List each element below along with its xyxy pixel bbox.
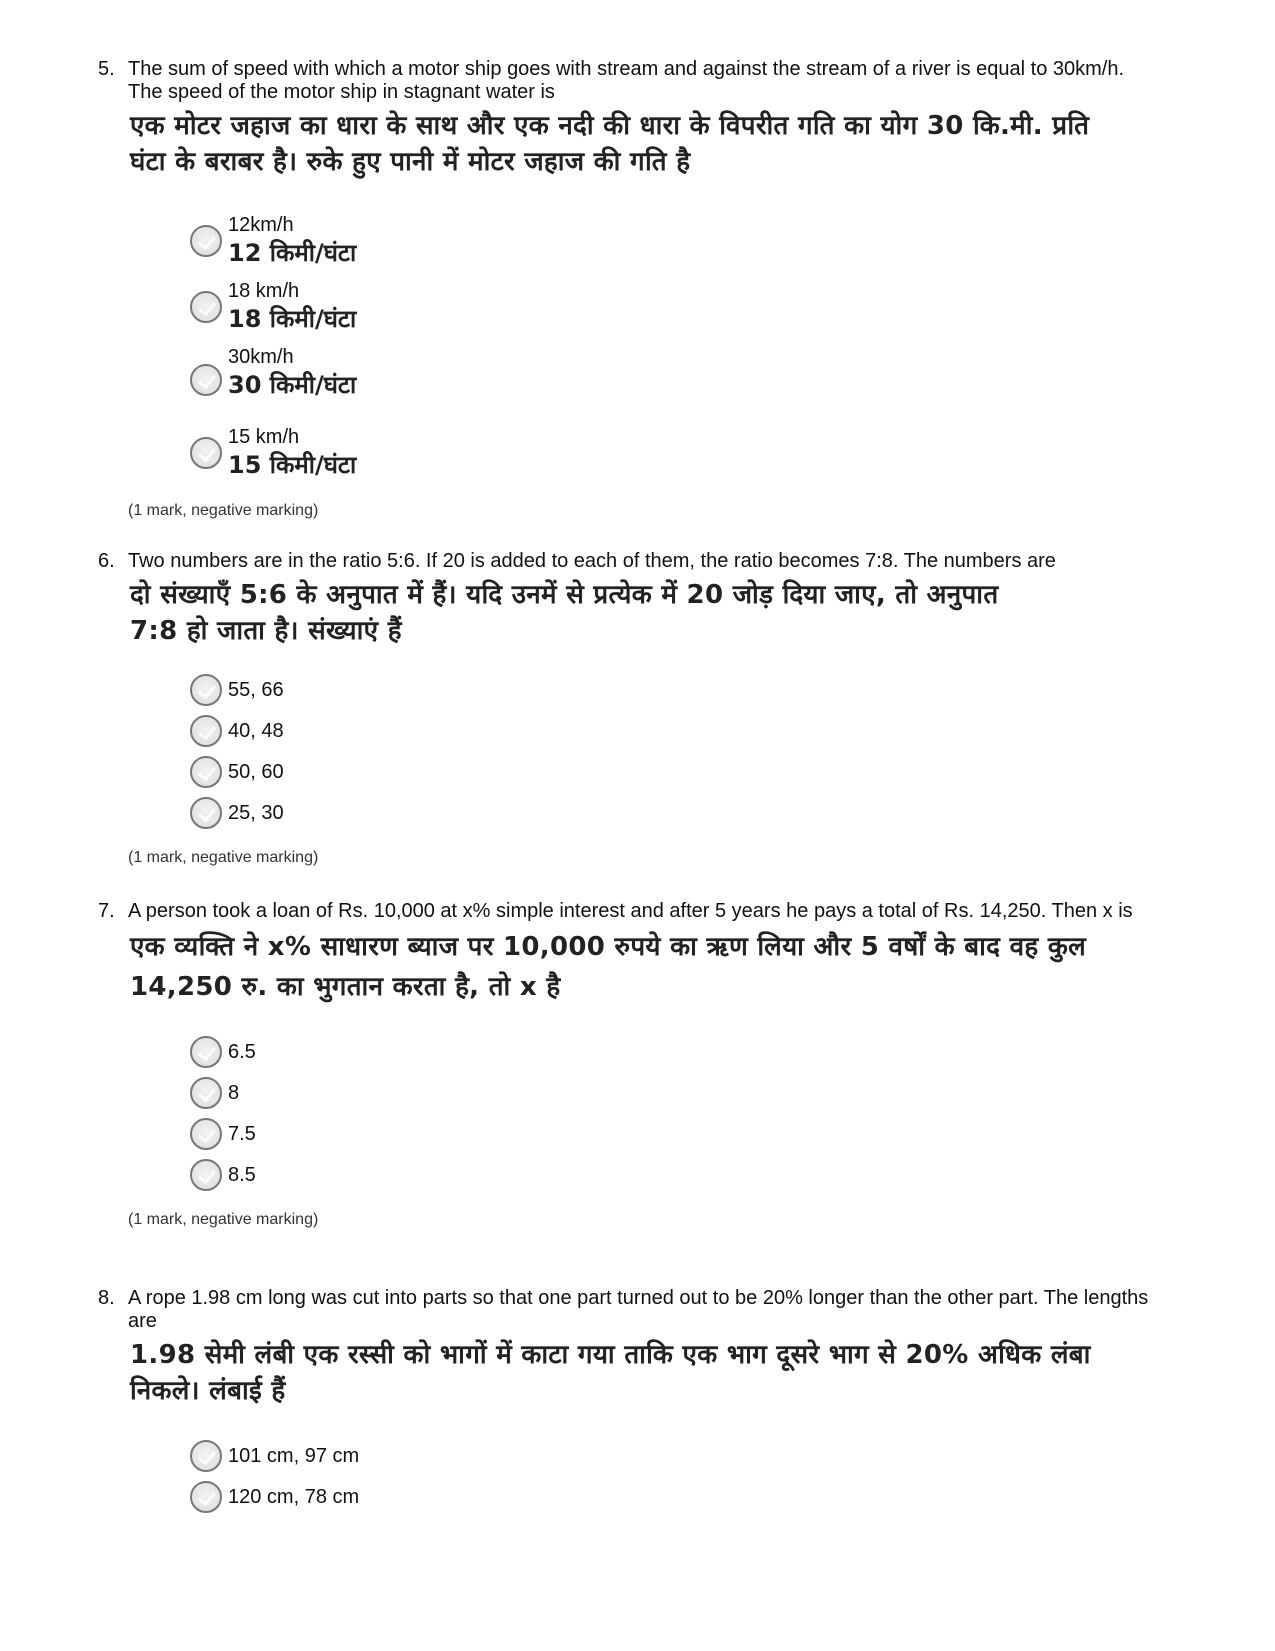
question-text-en: The sum of speed with which a motor ship goes with stream and against the stream of a river is equal to 30km/h. The speed of the motor ship in stagnant water is: [128, 58, 1125, 103]
option[interactable]: [190, 340, 1158, 420]
option[interactable]: [190, 669, 1158, 710]
question-5: [98, 58, 1158, 520]
option-label-en: 15 km/h: [228, 426, 300, 448]
option[interactable]: [190, 1031, 1158, 1072]
option[interactable]: [190, 1072, 1158, 1113]
option[interactable]: [190, 420, 1158, 486]
option-label: 40, 48: [228, 719, 284, 742]
radio-button[interactable]: [190, 756, 222, 788]
option-label: 8: [228, 1081, 240, 1104]
question-6: [98, 550, 1158, 867]
option-label-hi: 15 किमी/घंटा: [228, 451, 357, 479]
radio-button[interactable]: [190, 1440, 222, 1472]
option-label: 25, 30: [228, 801, 284, 824]
option[interactable]: [190, 792, 1158, 833]
option[interactable]: [190, 710, 1158, 751]
question-number: 8.: [98, 1287, 115, 1309]
radio-button[interactable]: [190, 797, 222, 829]
option-label-en: 12km/h: [228, 214, 294, 236]
question-number: 7.: [98, 900, 115, 922]
question-text-hi: 1.98 सेमी लंबी एक रस्सी को भागों में काटा गया ताकि एक भाग दूसरे भाग से 20% अधिक लंबा निकले। लंबाई हैं: [130, 1340, 1091, 1406]
option-label: 120 cm, 78 cm: [228, 1485, 360, 1508]
marks-note: (1 mark, negative marking): [128, 502, 319, 519]
option-label-en: 18 km/h: [228, 280, 300, 302]
radio-button[interactable]: [190, 674, 222, 706]
question-text-en: Two numbers are in the ratio 5:6. If 20 is added to each of them, the ratio becomes 7:8. The numbers are: [128, 550, 1056, 572]
question-text-hi: एक मोटर जहाज का धारा के साथ और एक नदी की धारा के विपरीत गति का योग 30 कि.मी. प्रति घंटा के बराबर है। रुके हुए पानी में मोटर जहाज की गति है: [130, 111, 1090, 177]
radio-button[interactable]: [190, 1118, 222, 1150]
question-number: 6.: [98, 550, 115, 572]
option[interactable]: [190, 1154, 1158, 1195]
question-number: 5.: [98, 58, 115, 80]
option-label-hi: 12 किमी/घंटा: [228, 239, 357, 267]
question-text-hi: एक व्यक्ति ने x% साधारण ब्याज पर 10,000 रुपये का ऋण लिया और 5 वर्षों के बाद वह कुल 14,250 रु. का भुगतान करता है, तो x है: [130, 932, 1087, 1002]
option-label-hi: 30 किमी/घंटा: [228, 371, 357, 399]
radio-button[interactable]: [190, 1159, 222, 1191]
question-text-en: A rope 1.98 cm long was cut into parts so that one part turned out to be 20% longer than the other part. The lengths are: [128, 1287, 1149, 1332]
radio-button[interactable]: [190, 1036, 222, 1068]
radio-button[interactable]: [190, 291, 222, 323]
option[interactable]: [190, 274, 1158, 340]
option-label: 50, 60: [228, 760, 284, 783]
option-label: 101 cm, 97 cm: [228, 1444, 360, 1467]
option-label: 6.5: [228, 1040, 256, 1063]
radio-button[interactable]: [190, 225, 222, 257]
option[interactable]: [190, 208, 1158, 274]
radio-button[interactable]: [190, 437, 222, 469]
option-label: 8.5: [228, 1163, 256, 1186]
question-text-en: A person took a loan of Rs. 10,000 at x% simple interest and after 5 years he pays a total of Rs. 14,250. Then x is: [128, 900, 1133, 922]
question-8: [98, 1287, 1158, 1517]
option-label-en: 30km/h: [228, 346, 294, 368]
option[interactable]: [190, 1476, 1158, 1517]
marks-note: (1 mark, negative marking): [128, 1211, 319, 1228]
radio-button[interactable]: [190, 364, 222, 396]
marks-note: (1 mark, negative marking): [128, 849, 319, 866]
option[interactable]: [190, 1113, 1158, 1154]
option[interactable]: [190, 1435, 1158, 1476]
option-label-hi: 18 किमी/घंटा: [228, 305, 357, 333]
option-label: 7.5: [228, 1122, 256, 1145]
radio-button[interactable]: [190, 1077, 222, 1109]
option-label: 55, 66: [228, 678, 284, 701]
option[interactable]: [190, 751, 1158, 792]
radio-button[interactable]: [190, 1481, 222, 1513]
question-7: [98, 900, 1158, 1229]
question-text-hi: दो संख्याएँ 5:6 के अनुपात में हैं। यदि उनमें से प्रत्येक में 20 जोड़ दिया जाए, तो अनुपात 7:8 हो जाता है। संख्याएं हैं: [130, 580, 999, 646]
radio-button[interactable]: [190, 715, 222, 747]
